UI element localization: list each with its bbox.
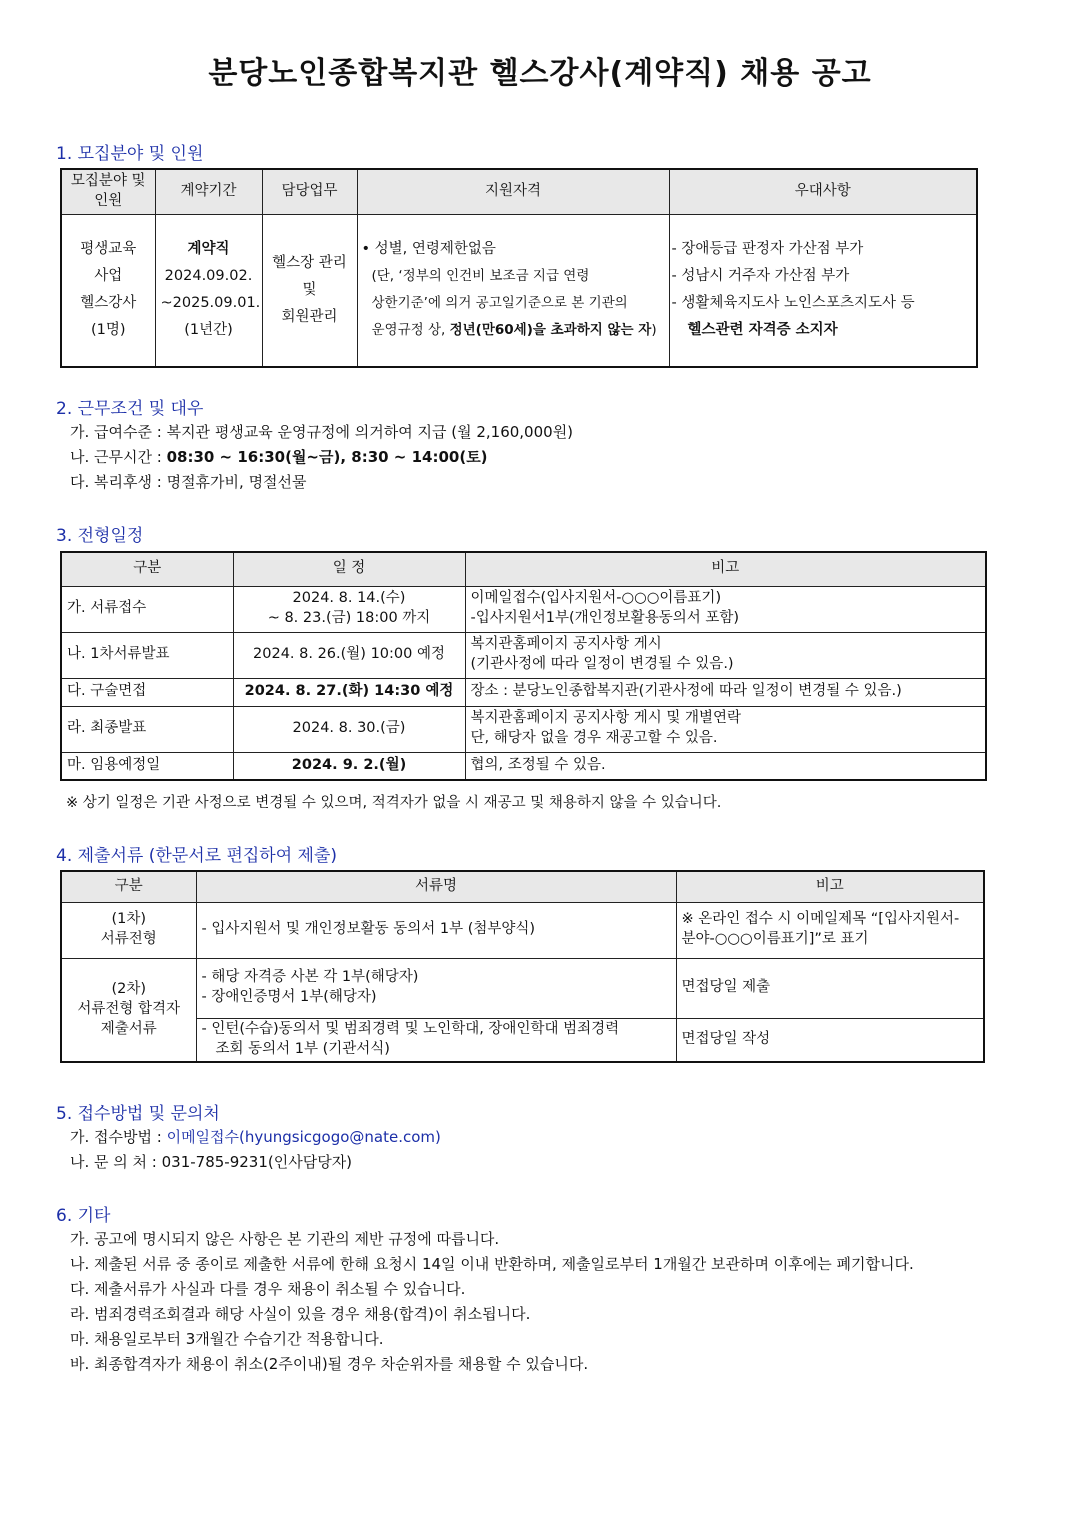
field-cell — [61, 214, 155, 367]
docs-name — [196, 958, 676, 1018]
schedule-category: 나. 1차서류발표 — [61, 632, 233, 678]
schedule-table — [60, 551, 987, 781]
apply-method-line — [70, 1126, 441, 1147]
note-line: 단, 해당자 없을 경우 재공고할 수 있음. — [470, 730, 718, 746]
schedule-note — [465, 706, 986, 752]
docs-category — [61, 958, 196, 1062]
table-row — [61, 752, 986, 780]
documents-table — [60, 870, 985, 1063]
schedule-header-category: 구분 — [61, 552, 233, 586]
note-line: ※ 온라인 접수 시 이메일제목 “[입사지원서- — [681, 911, 960, 928]
period-line: 계약직 — [187, 241, 230, 258]
qualification-cell — [357, 214, 669, 367]
doc-line: - 해당 자격증 사본 각 1부(해당자) — [201, 969, 419, 986]
doc-line: - 장애인증명서 1부(해당자) — [201, 989, 377, 1005]
note-line: 복지관홈페이지 공지사항 게시 및 개별연락 — [470, 710, 742, 727]
schedule-date — [233, 586, 465, 632]
salary-line: 가. 급여수준 : 복지관 평생교육 운영규정에 의거하여 지급 (월 2,160,000원) — [70, 423, 574, 441]
field-line: 평생교육 — [80, 241, 137, 258]
duty-cell — [262, 214, 357, 367]
etc-line: 라. 범죄경력조회결과 해당 사실이 있을 경우 채용(합격)이 취소됩니다. — [70, 1305, 531, 1323]
period-cell — [155, 214, 262, 367]
docs-note — [676, 902, 984, 958]
field-line: 헬스강사 — [80, 295, 137, 312]
doc-line: 조회 동의서 1부 (기관서식) — [215, 1040, 390, 1057]
docs-header-category: 구분 — [61, 871, 196, 902]
period-line: (1년간) — [184, 322, 233, 339]
apply-method-label: 가. 접수방법 : — [70, 1128, 167, 1146]
page-title: 분당노인종합복지관 헬스강사(계약직) 채용 공고 — [208, 56, 872, 91]
hours-label: 나. 근무시간 : — [70, 448, 167, 466]
schedule-header-date: 일 정 — [233, 552, 465, 586]
cat-line: 서류전형 합격자 — [77, 1000, 181, 1017]
contact-line: 나. 문 의 처 : 031-785-9231(인사담당자) — [70, 1153, 353, 1171]
hours-value: 08:30 ~ 16:30(월~금), 8:30 ~ 14:00(토) — [166, 448, 488, 466]
table-row — [61, 902, 984, 958]
qual-line — [362, 317, 664, 344]
date-line: ~ 8. 23.(금) 18:00 까지 — [267, 610, 431, 626]
duty-line: 헬스장 관리 — [272, 254, 347, 271]
cat-line: (2차) — [111, 981, 147, 998]
table-row — [61, 958, 984, 1018]
docs-name: - 입사지원서 및 개인정보활동 동의서 1부 (첨부양식) — [196, 902, 676, 958]
docs-name — [196, 1018, 676, 1062]
table-row — [61, 586, 986, 632]
schedule-date: 2024. 8. 26.(월) 10:00 예정 — [233, 632, 465, 678]
note-line: 이메일접수(입사지원서-○○○이름표기) — [470, 590, 722, 607]
table-row — [61, 632, 986, 678]
section-2-heading: 2. 근무조건 및 대우 — [56, 399, 204, 419]
note-line: 복지관홈페이지 공지사항 게시 — [470, 636, 662, 653]
header-preference: 우대사항 — [669, 169, 977, 214]
docs-header-name: 서류명 — [196, 871, 676, 902]
note-line: 분야-○○○이름표기]”로 표기 — [681, 931, 869, 947]
schedule-category: 다. 구술면접 — [61, 678, 233, 706]
cat-line: 제출서류 — [100, 1020, 157, 1037]
pref-line: - 장애등급 판정자 가산점 부가 — [671, 241, 864, 258]
docs-note: 면접당일 제출 — [676, 958, 984, 1018]
table-row — [61, 678, 986, 706]
benefits-line: 다. 복리후생 : 명절휴가비, 명절선물 — [70, 473, 307, 491]
header-field-label: 모집분야 및 인원 — [70, 173, 146, 209]
apply-email-link[interactable]: 이메일접수(hyungsicgogo@nate.com) — [166, 1128, 441, 1146]
schedule-note — [465, 632, 986, 678]
table-row — [61, 1018, 984, 1062]
period-line: 2024.09.02. — [164, 268, 253, 285]
docs-header-note: 비고 — [676, 871, 984, 902]
recruitment-table — [60, 168, 978, 368]
preference-cell — [669, 214, 977, 367]
qual-text: ) — [651, 322, 657, 339]
schedule-footnote: ※ 상기 일정은 기관 사정으로 변경될 수 있으며, 적격자가 없을 시 재공고 및 채용하지 않을 수 있습니다. — [66, 795, 722, 811]
docs-note: 면접당일 작성 — [676, 1018, 984, 1062]
duty-line: 및 — [302, 281, 317, 298]
pref-line: 헬스관련 자격증 소지자 — [687, 322, 838, 339]
header-period: 계약기간 — [155, 169, 262, 214]
header-duty: 담당업무 — [262, 169, 357, 214]
qual-line: 상한기준’에 의거 공고일기준으로 본 기관의 — [371, 295, 628, 312]
field-line: (1명) — [90, 322, 126, 339]
duty-line: 회원관리 — [281, 308, 338, 325]
table-row — [61, 706, 986, 752]
etc-line: 마. 채용일로부터 3개월간 수습기간 적용합니다. — [70, 1330, 384, 1348]
schedule-date: 2024. 8. 30.(금) — [233, 706, 465, 752]
qual-line: • 성별, 연령제한없음 — [361, 241, 496, 258]
doc-line: - 인턴(수습)동의서 및 범죄경력 및 노인학대, 장애인학대 범죄경력 — [201, 1021, 620, 1038]
qual-line: (단, ‘정부의 인건비 보조금 지급 연령 — [371, 268, 590, 285]
section-5-heading: 5. 접수방법 및 문의처 — [56, 1104, 220, 1124]
cat-line: 서류전형 — [100, 931, 157, 947]
schedule-note: 장소 : 분당노인종합복지관(기관사정에 따라 일정이 변경될 수 있음.) — [465, 678, 986, 706]
schedule-note — [465, 586, 986, 632]
hours-line — [70, 446, 488, 467]
cat-line: (1차) — [111, 911, 147, 928]
schedule-date: 2024. 9. 2.(월) — [233, 752, 465, 780]
schedule-note: 협의, 조정될 수 있음. — [465, 752, 986, 780]
qual-text: 운영규정 상, — [371, 322, 450, 339]
header-qualification: 지원자격 — [357, 169, 669, 214]
etc-line: 다. 제출서류가 사실과 다를 경우 채용이 취소될 수 있습니다. — [70, 1280, 466, 1298]
section-3-heading: 3. 전형일정 — [56, 526, 144, 546]
header-field — [61, 169, 155, 214]
pref-line: - 생활체육지도사 노인스포츠지도사 등 — [671, 295, 915, 312]
etc-line: 가. 공고에 명시되지 않은 사항은 본 기관의 제반 규정에 따릅니다. — [70, 1230, 500, 1248]
section-1-heading: 1. 모집분야 및 인원 — [56, 144, 204, 164]
schedule-category: 라. 최종발표 — [61, 706, 233, 752]
schedule-header-note: 비고 — [465, 552, 986, 586]
pref-line: - 성남시 거주자 가산점 부가 — [671, 268, 850, 285]
schedule-date: 2024. 8. 27.(화) 14:30 예정 — [233, 678, 465, 706]
etc-line: 나. 제출된 서류 중 종이로 제출한 서류에 한해 요청시 14일 이내 반환하며, 제출일로부터 1개월간 보관하며 이후에는 폐기합니다. — [70, 1255, 914, 1273]
field-line: 사업 — [94, 268, 123, 285]
schedule-category: 마. 임용예정일 — [61, 752, 233, 780]
note-line: -입사지원서1부(개인정보활용동의서 포함) — [470, 610, 739, 626]
etc-line: 바. 최종합격자가 채용이 취소(2주이내)될 경우 차순위자를 채용할 수 있습니다. — [70, 1355, 589, 1373]
period-line: ~2025.09.01. — [160, 295, 261, 312]
section-6-heading: 6. 기타 — [56, 1206, 111, 1226]
note-line: (기관사정에 따라 일정이 변경될 수 있음.) — [470, 656, 734, 672]
section-4-heading: 4. 제출서류 (한문서로 편집하여 제출) — [56, 846, 338, 866]
date-line: 2024. 8. 14.(수) — [292, 590, 406, 607]
schedule-category: 가. 서류접수 — [61, 586, 233, 632]
docs-category — [61, 902, 196, 958]
qual-emphasis: 정년(만60세)을 초과하지 않는 자 — [449, 322, 652, 339]
